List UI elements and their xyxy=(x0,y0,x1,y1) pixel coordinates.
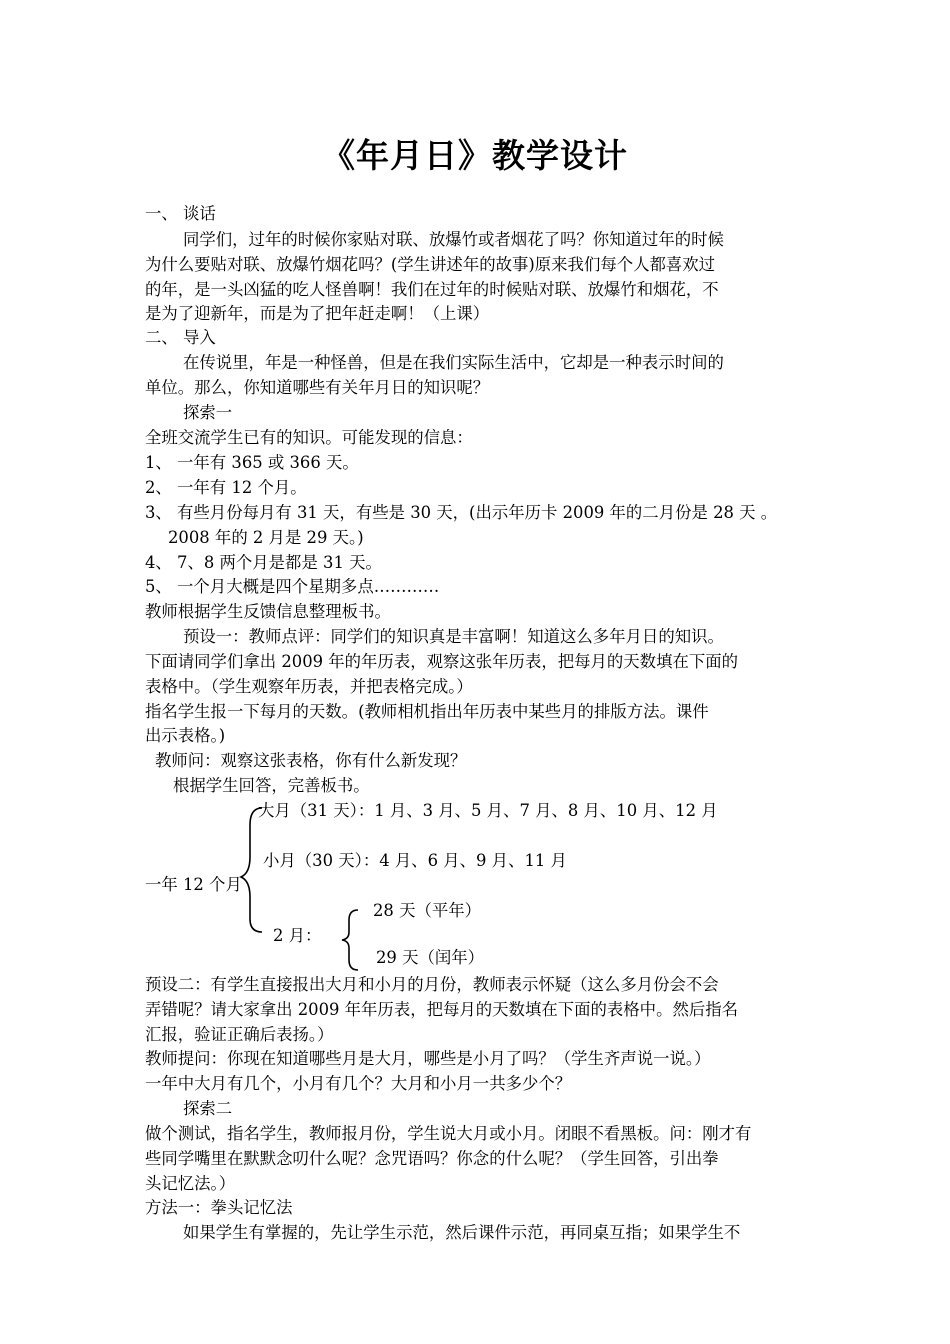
paragraph-line: 全班交流学生已有的知识。可能发现的信息： xyxy=(145,428,473,447)
paragraph-line: 教师问：观察这张表格，你有什么新发现？ xyxy=(155,751,467,770)
paragraph-line: 弄错呢？请大家拿出 2009 年年历表，把每月的天数填在下面的表格中。然后指名 xyxy=(145,1000,739,1019)
february-common-year: 28 天（平年） xyxy=(373,901,482,920)
paragraph-line: 单位。那么，你知道哪些有关年月日的知识呢？ xyxy=(145,378,490,397)
paragraph-line: 同学们，过年的时候你家贴对联、放爆竹或者烟花了吗？你知道过年的时候 xyxy=(183,230,724,249)
small-month-line: 小月（30 天）：4 月、6 月、9 月、11 月 xyxy=(263,851,567,870)
list-item: 5、 一个月大概是四个星期多点………… xyxy=(145,577,440,596)
list-item-continued: 2008 年的 2 月是 29 天。) xyxy=(168,528,364,547)
paragraph-line: 一年中大月有几个，小月有几个？大月和小月一共多少个？ xyxy=(145,1074,572,1093)
paragraph-line: 出示表格。) xyxy=(145,726,226,745)
paragraph-line: 头记忆法。） xyxy=(145,1174,236,1193)
subheading-explore-2: 探索二 xyxy=(183,1099,233,1118)
diagram-root: 一年 12 个月 xyxy=(145,875,242,894)
paragraph-line: 根据学生回答，完善板书。 xyxy=(173,776,370,795)
document-title: 《年月日》教学设计 xyxy=(322,136,628,175)
paragraph-line: 的年，是一头凶猛的吃人怪兽啊！我们在过年的时候贴对联、放爆竹和烟花，不 xyxy=(145,280,719,299)
paragraph-line: 是为了迎新年，而是为了把年赶走啊！（上课） xyxy=(145,304,490,323)
paragraph-line: 预设二：有学生直接报出大月和小月的月份，教师表示怀疑（这么多月份会不会 xyxy=(145,975,719,994)
february-leap-year: 29 天（闰年） xyxy=(376,948,485,967)
big-month-line: 大月（31 天）：1 月、3 月、5 月、7 月、8 月、10 月、12 月 xyxy=(258,801,718,820)
list-item: 3、 有些月份每月有 31 天，有些是 30 天，(出示年历卡 2009 年的二月份是 28 天 。 xyxy=(145,503,778,522)
february-label: 2 月： xyxy=(273,926,322,945)
paragraph-line: 做个测试，指名学生，教师报月份，学生说大月或小月。闭眼不看黑板。问：刚才有 xyxy=(145,1124,752,1143)
paragraph-line: 指名学生报一下每月的天数。(教师相机指出年历表中某些月的排版方法。课件 xyxy=(145,702,709,721)
paragraph-line: 汇报，验证正确后表扬。） xyxy=(145,1025,334,1044)
list-item: 4、 7、8 两个月是都是 31 天。 xyxy=(145,553,382,572)
paragraph-line: 教师提问：你现在知道哪些月是大月，哪些是小月了吗？（学生齐声说一说。） xyxy=(145,1049,711,1068)
paragraph-line: 为什么要贴对联、放爆竹烟花吗？(学生讲述年的故事)原来我们每个人都喜欢过 xyxy=(145,255,716,274)
paragraph-line: 如果学生有掌握的，先让学生示范，然后课件示范，再同桌互指；如果学生不 xyxy=(183,1223,741,1242)
paragraph-line: 预设一：教师点评：同学们的知识真是丰富啊！知道这么多年月日的知识。 xyxy=(183,627,724,646)
paragraph-line: 教师根据学生反馈信息整理板书。 xyxy=(145,602,391,621)
february-brace xyxy=(338,907,362,973)
subheading-explore-1: 探索一 xyxy=(183,403,233,422)
paragraph-line: 表格中。（学生观察年历表，并把表格完成。） xyxy=(145,677,473,696)
method-heading: 方法一：拳头记忆法 xyxy=(145,1198,293,1217)
section-heading-talk: 一、 谈话 xyxy=(145,204,216,223)
list-item: 2、 一年有 12 个月。 xyxy=(145,478,307,497)
paragraph-line: 在传说里，年是一种怪兽，但是在我们实际生活中，它却是一种表示时间的 xyxy=(183,353,724,372)
paragraph-line: 些同学嘴里在默默念叨什么呢？念咒语吗？你念的什么呢？（学生回答，引出拳 xyxy=(145,1149,719,1168)
paragraph-line: 下面请同学们拿出 2009 年的年历表，观察这张年历表，把每月的天数填在下面的 xyxy=(145,652,739,671)
section-heading-intro: 二、 导入 xyxy=(145,328,216,347)
list-item: 1、 一年有 365 或 366 天。 xyxy=(145,453,359,472)
